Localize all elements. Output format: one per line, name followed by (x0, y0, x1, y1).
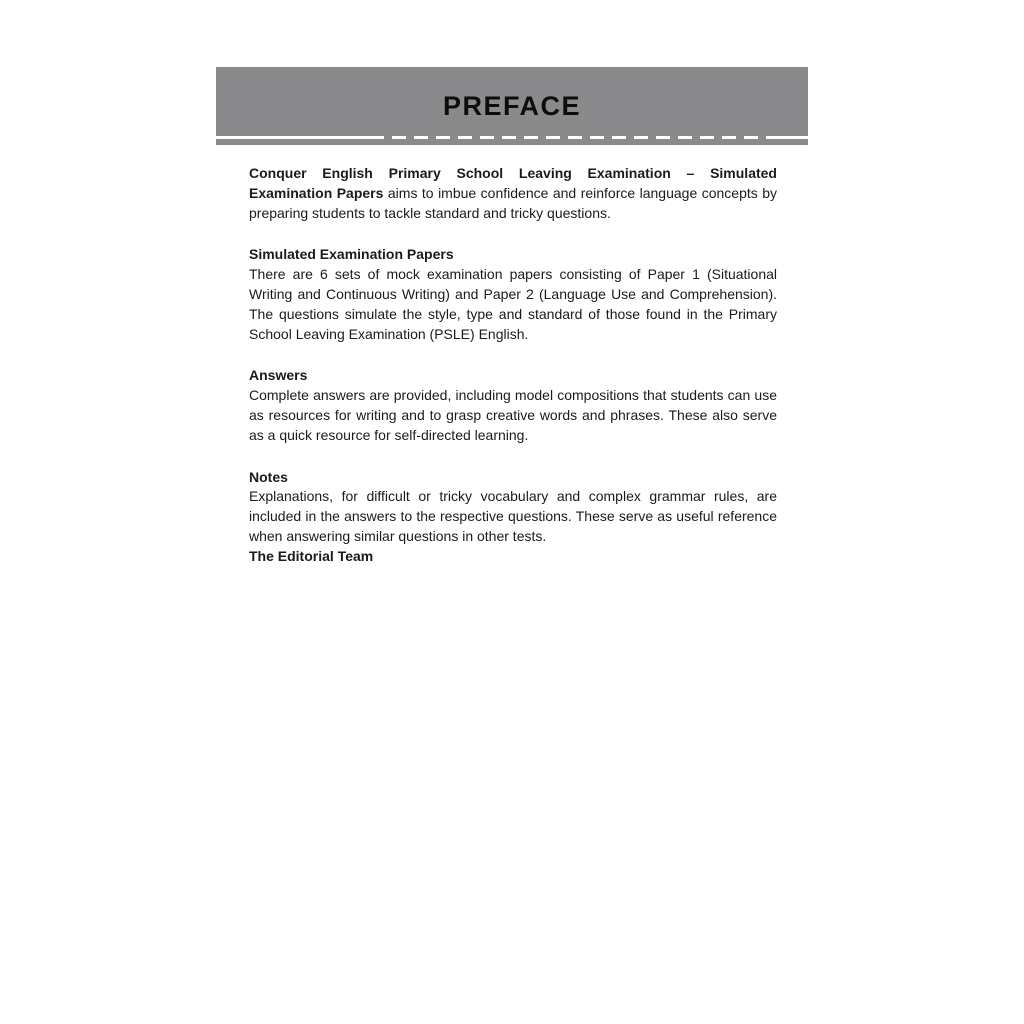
section-heading: Notes (249, 468, 288, 485)
divider-solid-right-segment (766, 136, 808, 139)
book-title-lead: Conquer English Primary School Leaving Examination – Simulated Examination Papers (249, 165, 777, 201)
section-notes (249, 468, 777, 547)
preface-header-band (216, 67, 808, 145)
section-simulated-examination-papers (249, 245, 777, 344)
header-divider-rule (216, 136, 808, 139)
divider-dashed-segment (384, 136, 766, 139)
divider-solid-left-segment (216, 136, 384, 139)
intro-paragraph (249, 164, 777, 223)
page-title: PREFACE (442, 90, 582, 121)
section-heading: Answers (249, 367, 308, 384)
intro-paragraph-text: aims to imbue confidence and reinforce language concepts by preparing students to tackle standard and tricky questions. (249, 184, 778, 221)
section-heading: Simulated Examination Papers (249, 246, 454, 263)
section-paragraph: There are 6 sets of mock examination papers consisting of Paper 1 (Situational Writing and Continuous Writing) and Paper 2 (Language Use and Comprehension). The questions simulate the style, type and standard of those found in the Primary School Leaving Examination (PSLE) English. (249, 266, 777, 342)
editorial-team-signature: The Editorial Team (249, 547, 374, 564)
preface-body (249, 164, 777, 567)
section-answers (249, 366, 777, 445)
preface-title-wrap (216, 67, 808, 137)
section-paragraph: Complete answers are provided, including model compositions that students can use as resources for writing and to grasp creative words and phrases. These also serve as a quick resource for self-directed learning. (249, 387, 777, 443)
section-paragraph: Explanations, for difficult or tricky vocabulary and complex grammar rules, are included in the answers to the respective questions. These serve as useful reference when answering similar questions in other tests. (249, 488, 777, 544)
